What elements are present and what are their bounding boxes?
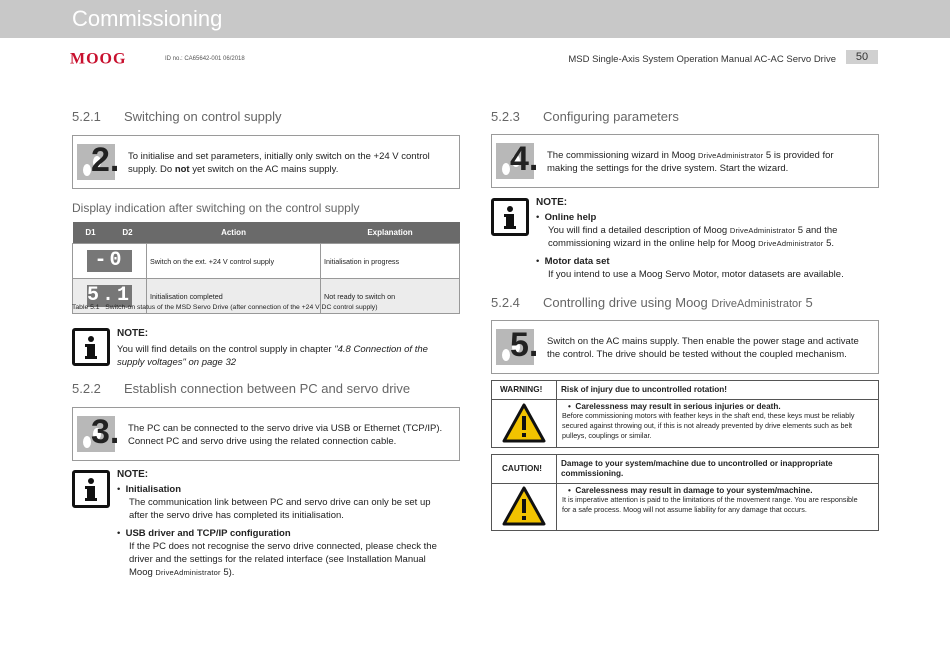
warning-text-line: Before commissioning motors with feather keys in the shaft end, these keys must be reliably xyxy=(562,411,855,420)
caution-triangle-icon xyxy=(502,486,546,526)
document-id: ID no.: CA65642-001 06/2018 xyxy=(165,56,245,62)
caution-label: CAUTION! xyxy=(502,464,543,473)
note-heading: NOTE: xyxy=(117,328,149,339)
list-item-text: If you intend to use a Moog Servo Motor, motor datasets are available. xyxy=(548,269,844,280)
step-text-line: To initialise and set parameters, initially only switch on the +24 V control xyxy=(128,151,430,162)
caption-label: Table 5.1 xyxy=(72,304,100,311)
caution-box xyxy=(491,454,879,531)
caution-bullet: • Carelessness may result in damage to your system/machine. xyxy=(568,486,813,495)
warning-heading: Risk of injury due to uncontrolled rotation! xyxy=(561,385,728,394)
warning-bullet: • Carelessness may result in serious injuries or death. xyxy=(568,402,781,411)
list-item: • Initialisation xyxy=(117,484,182,495)
warning-triangle-icon xyxy=(502,403,546,443)
step-text-line: The commissioning wizard in Moog DriveAdministrator 5 is provided for xyxy=(547,150,834,161)
step-number: 2. xyxy=(91,141,120,179)
note-heading: NOTE: xyxy=(536,197,568,208)
caution-heading: Damage to your system/machine due to uncontrolled or inappropriate commissioning. xyxy=(561,459,833,478)
step-3-text xyxy=(128,422,456,448)
step-5-box xyxy=(491,320,879,374)
step-3-box xyxy=(72,407,460,461)
step-text-line: the control. The drive should be tested without the coupled mechanism. xyxy=(547,349,847,360)
caution-text-line: for a safe process. Moog will not assume liability for any damage that occurs. xyxy=(562,505,807,514)
explanation-cell: Not ready to switch on xyxy=(321,279,460,314)
column-header-d1: D1 xyxy=(73,222,109,244)
action-cell: Initialisation completed xyxy=(147,279,321,314)
section-number: 5.2.3 xyxy=(491,109,520,124)
step-text-line: making the settings for the drive system. Start the wizard. xyxy=(547,163,789,174)
note-bullets xyxy=(117,483,457,579)
section-5-2-4-heading xyxy=(491,295,813,310)
note-text: You will find details on the control supply in chapter "4.8 Connection of the supply voltages" on page 32 xyxy=(117,344,428,368)
list-item-text: You will find a detailed description of Moog DriveAdministrator 5 and the xyxy=(548,225,838,236)
info-icon xyxy=(72,470,110,508)
step-text-line: The PC can be connected to the servo drive via USB or Ethernet (TCP/IP). xyxy=(128,423,443,434)
display-indication-heading: Display indication after switching on the control supply xyxy=(72,201,360,215)
step-2-box xyxy=(72,135,460,189)
page-title: Commissioning xyxy=(72,6,223,31)
section-5-2-1-heading xyxy=(72,109,282,124)
table-row xyxy=(73,244,460,279)
list-item-text: If the PC does not recognise the servo drive connected, please check the xyxy=(129,541,437,552)
list-item-text: The communication link between PC and servo drive can only be set up xyxy=(129,497,431,508)
switch-on-status-table xyxy=(72,222,460,314)
explanation-cell: Initialisation in progress xyxy=(321,244,460,279)
section-title: Switching on control supply xyxy=(124,109,282,124)
note-heading: NOTE: xyxy=(117,469,149,480)
step-5-text xyxy=(547,335,877,361)
list-item-text: commissioning wizard in the online help for Moog DriveAdministrator 5. xyxy=(548,238,835,249)
list-item-text: Moog DriveAdministrator 5). xyxy=(129,567,235,578)
table-caption xyxy=(72,303,377,313)
step-number: 3. xyxy=(91,413,120,451)
section-title: Configuring parameters xyxy=(543,109,679,124)
display-cell xyxy=(73,244,147,279)
seven-segment-display: -0 xyxy=(87,250,132,272)
section-number: 5.2.1 xyxy=(72,109,101,124)
step-2-text xyxy=(128,150,456,176)
section-title: Controlling drive using Moog DriveAdministrator 5 xyxy=(543,295,813,310)
info-icon xyxy=(491,198,529,236)
step-4-box xyxy=(491,134,879,188)
list-item-text: after the servo drive has completed its initialisation. xyxy=(129,510,344,521)
step-text-line: Connect PC and servo drive using the related connection cable. xyxy=(128,436,397,447)
manual-title: MSD Single-Axis System Operation Manual AC-AC Servo Drive xyxy=(568,54,836,65)
section-5-2-2-heading xyxy=(72,381,410,396)
seven-segment-display: 5.1 xyxy=(87,284,133,307)
column-header-action: Action xyxy=(147,222,321,244)
table-header-row xyxy=(73,222,460,244)
step-number: 4. xyxy=(510,140,539,178)
column-header-explanation: Explanation xyxy=(321,222,460,244)
list-item: • Online help xyxy=(536,212,597,223)
section-title: Establish connection between PC and servo drive xyxy=(124,381,411,396)
note-bullets xyxy=(536,211,881,281)
caution-text-line: It is imperative attention is paid to the limitations of the movement range. You are responsible xyxy=(562,495,858,504)
warning-text-line: secured against throwing out, if this is not already prevented by drive elements such as belt xyxy=(562,421,853,430)
step-number: 5. xyxy=(510,326,539,364)
action-cell: Switch on the ext. +24 V control supply xyxy=(147,244,321,279)
section-5-2-3-heading xyxy=(491,109,679,124)
info-icon xyxy=(72,328,110,366)
step-text-line: supply. Do not yet switch on the AC mains supply. xyxy=(128,164,339,175)
column-header-d2: D2 xyxy=(108,222,146,244)
caption-text: Switch-on status of the MSD Servo Drive (after connection of the +24 V DC control supply) xyxy=(105,304,378,311)
list-item: • USB driver and TCP/IP configuration xyxy=(117,528,291,539)
warning-text-line: pulleys, couplings or similar. xyxy=(562,431,652,440)
step-text-line: Switch on the AC mains supply. Then enable the power stage and activate xyxy=(547,336,859,347)
page-number: 50 xyxy=(846,50,878,64)
warning-label: WARNING! xyxy=(500,385,543,394)
section-number: 5.2.2 xyxy=(72,381,101,396)
moog-logo xyxy=(70,51,152,65)
section-number: 5.2.4 xyxy=(491,295,520,310)
moog-logo-text: MOOG xyxy=(70,51,127,65)
list-item: • Motor data set xyxy=(536,256,610,267)
list-item-text: driver and the settings for the related interface (see Installation Manual xyxy=(129,554,426,565)
step-4-text xyxy=(547,149,875,175)
warning-box xyxy=(491,380,879,448)
